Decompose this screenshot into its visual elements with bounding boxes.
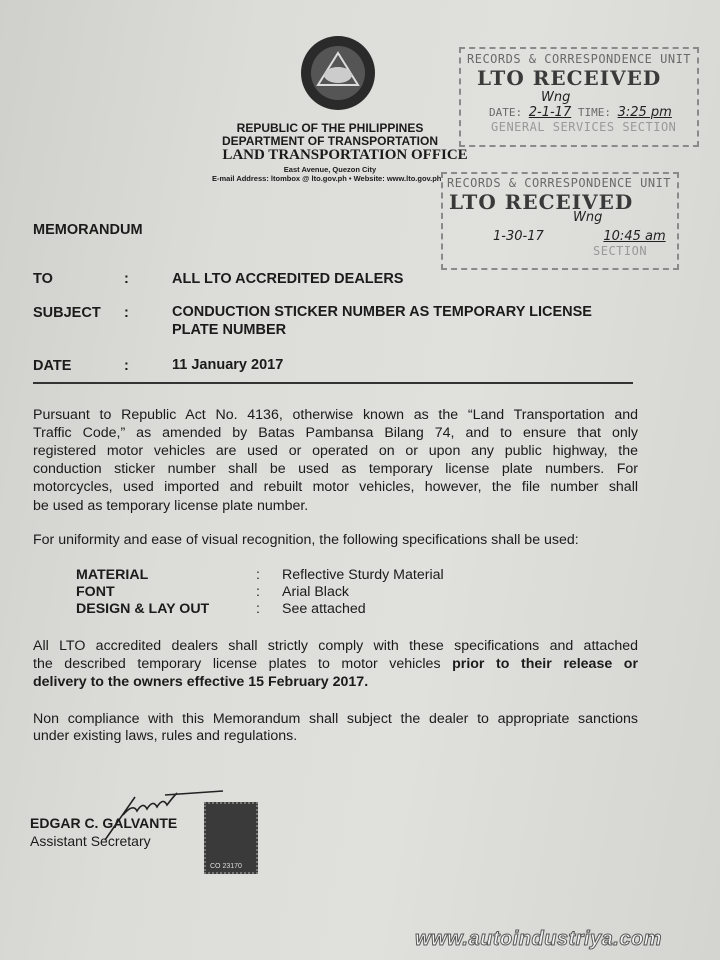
stamp-received: LTO RECEIVED — [449, 190, 634, 214]
spec-label: FONT — [76, 584, 115, 600]
date-value: 11 January 2017 — [172, 357, 284, 373]
date-label: DATE — [33, 358, 72, 374]
paragraph-3-line: delivery to the owners effective 15 February 2017. — [33, 674, 369, 690]
spec-value: Reflective Sturdy Material — [282, 567, 444, 583]
divider — [33, 382, 633, 384]
spec-colon: : — [256, 584, 260, 600]
header-contact: E-mail Address: ltombox @ lto.gov.ph • Website: www.lto.gov.ph — [212, 174, 442, 183]
paragraph-1-line: motorcycles, used imported and rebuilt motor vehicles, however, the file number shall — [33, 479, 638, 495]
stamp-received: LTO RECEIVED — [477, 66, 662, 90]
stamp-time: 10:45 am — [603, 229, 666, 244]
to-colon: : — [124, 271, 129, 287]
header-republic: REPUBLIC OF THE PHILIPPINES — [236, 121, 424, 135]
paragraph-1-line: registered motor vehicles are used or operated on or upon any public highway, the — [33, 443, 638, 459]
stamp-section: SECTION — [593, 244, 648, 258]
lto-seal-icon — [298, 35, 378, 111]
to-value: ALL LTO ACCREDITED DEALERS — [172, 271, 404, 287]
header-department: DEPARTMENT OF TRANSPORTATION — [222, 134, 438, 148]
watermark: www.autoindustriya.com — [415, 928, 662, 950]
subject-line-1: CONDUCTION STICKER NUMBER AS TEMPORARY LICENSE — [172, 304, 592, 320]
paragraph-2: For uniformity and ease of visual recognition, the following specifications shall be used: — [33, 532, 579, 548]
paragraph-1-line: conduction sticker number shall be used as temporary license plate numbers. For — [33, 461, 638, 477]
stamp-initials: Wng — [541, 90, 571, 105]
paragraph-3-line: All LTO accredited dealers shall strictly comply with these specifications and attached — [33, 638, 638, 654]
subject-line-2: PLATE NUMBER — [172, 322, 287, 338]
memo-title: MEMORANDUM — [33, 222, 143, 238]
paragraph-4-line: Non compliance with this Memorandum shall subject the dealer to appropriate sanctions — [33, 711, 638, 727]
paragraph-1-line: Traffic Code,” as amended by Batas Pambansa Bilang 74, and to ensure that only — [33, 425, 638, 441]
stamp-date: 2-1-17 — [528, 105, 572, 120]
spec-colon: : — [256, 567, 260, 583]
to-label: TO — [33, 271, 53, 287]
paragraph-1-line: Pursuant to Republic Act No. 4136, otherwise known as the “Land Transportation and — [33, 407, 638, 423]
paragraph-3-line — [33, 656, 638, 672]
date-colon: : — [124, 358, 129, 374]
spec-colon: : — [256, 601, 260, 617]
paragraph-1-line: be used as temporary license plate number. — [33, 498, 309, 514]
seal-number: CO 23170 — [210, 863, 242, 870]
paragraph-3-bold: prior to their release or — [452, 656, 638, 672]
subject-colon: : — [124, 305, 129, 321]
signatory-title: Assistant Secretary — [30, 833, 151, 849]
spec-value: Arial Black — [282, 584, 350, 600]
stamp-date-label: DATE: — [489, 106, 523, 119]
header-address: East Avenue, Quezon City — [283, 165, 377, 174]
subject-label: SUBJECT — [33, 305, 101, 321]
stamp-section: GENERAL SERVICES SECTION — [491, 120, 677, 134]
spec-value: See attached — [282, 601, 366, 617]
stamp-time-label: TIME: — [577, 106, 611, 119]
stamp-initials: Wng — [573, 210, 603, 225]
received-stamp-1 — [459, 47, 699, 147]
spec-label: MATERIAL — [76, 567, 149, 583]
stamp-unit: RECORDS & CORRESPONDENCE UNIT — [447, 176, 672, 190]
header-office: LAND TRANSPORTATION OFFICE — [222, 147, 468, 163]
stamp-date: 1-30-17 — [493, 229, 544, 244]
received-stamp-2 — [441, 172, 679, 270]
stamp-unit: RECORDS & CORRESPONDENCE UNIT — [467, 52, 692, 66]
spec-label: DESIGN & LAY OUT — [76, 601, 210, 617]
paragraph-4-line: under existing laws, rules and regulations. — [33, 728, 298, 744]
stamp-time: 3:25 pm — [617, 105, 672, 120]
dry-seal-icon — [204, 802, 258, 874]
signatory-name: EDGAR C. GALVANTE — [30, 815, 178, 831]
paragraph-3-text: the described temporary license plates to motor vehicles — [33, 656, 453, 672]
